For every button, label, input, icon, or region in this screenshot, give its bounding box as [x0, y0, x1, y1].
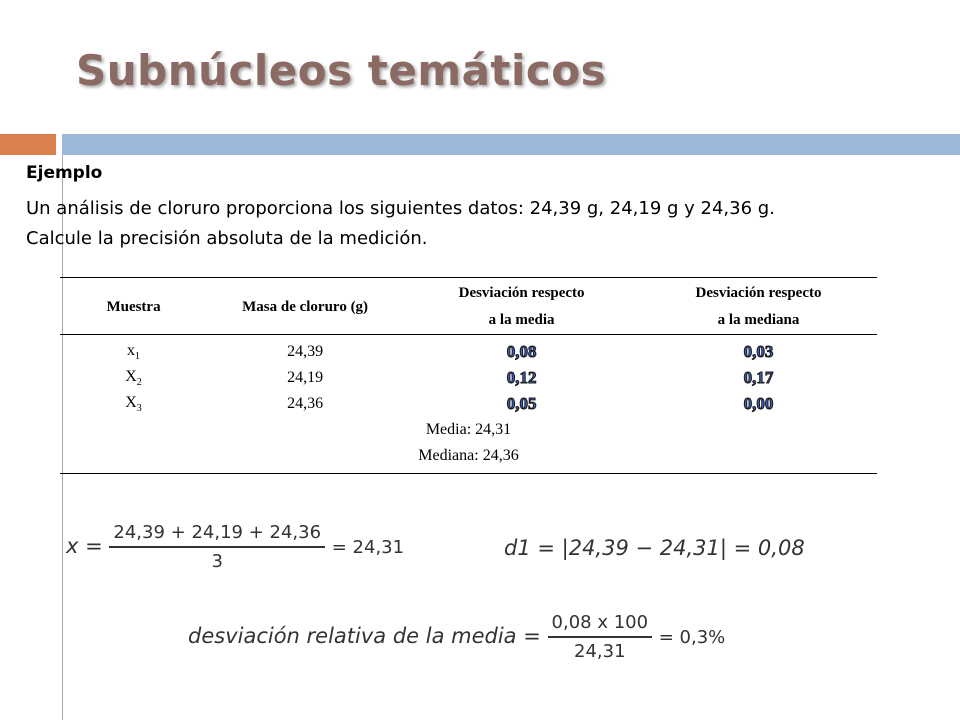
sample-index: 1: [135, 351, 141, 363]
header-dev-median-line1: Desviación respecto: [695, 285, 822, 301]
cell-dev-median: [640, 391, 877, 417]
header-dev-mean-line2: a la media: [488, 312, 555, 328]
dev-mean-value: 0,08: [506, 342, 537, 361]
example-statement: [26, 194, 951, 254]
mean-value: Media: 24,31: [425, 421, 512, 438]
dev-mean-value: 0,05: [506, 394, 537, 413]
header-mass: Masa de cloruro (g): [207, 278, 403, 335]
cell-mass: 24,39: [287, 343, 324, 360]
formula-mean-numerator: 24,39 + 24,19 + 24,36: [109, 522, 325, 548]
sample-index: 3: [136, 403, 142, 415]
slide-title: Subnúcleos temáticos: [76, 46, 607, 95]
formula-d1-text: d1 = |24,39 − 24,31| = 0,08: [504, 536, 805, 560]
formula-d1: [504, 536, 805, 560]
formula-mean: [66, 522, 404, 572]
cell-mass: 24,19: [287, 369, 324, 386]
formula-mean-denominator: 3: [211, 551, 223, 572]
formula-relative-denominator: 24,31: [574, 641, 626, 662]
cell-sample: [60, 365, 207, 391]
cell-sample: [60, 335, 207, 366]
example-heading: Ejemplo: [26, 163, 103, 183]
table-row-mean: [60, 417, 877, 443]
formula-mean-fraction: [109, 522, 325, 572]
formula-relative-lhs: desviación relativa de la media =: [188, 624, 541, 648]
formula-relative-result: = 0,3%: [658, 627, 726, 648]
dev-median-value: 0,03: [743, 342, 774, 361]
table-row: [60, 391, 877, 417]
header-dev-median-line2: a la mediana: [717, 312, 800, 328]
header-dev-median: [640, 278, 877, 335]
header-dev-mean-line1: Desviación respecto: [458, 285, 585, 301]
formula-relative-fraction: [548, 612, 653, 662]
table-row: [60, 335, 877, 366]
cell-dev-mean: [403, 365, 640, 391]
formula-mean-result: = 24,31: [331, 537, 405, 558]
cell-dev-mean: [403, 335, 640, 366]
cell-dev-median: [640, 335, 877, 366]
header-dev-mean: [403, 278, 640, 335]
formula-relative: [188, 612, 725, 662]
cell-dev-mean: [403, 391, 640, 417]
dev-mean-value: 0,12: [506, 368, 537, 387]
table-header-row: [60, 278, 877, 335]
header-sample: Muestra: [60, 278, 207, 335]
example-line-2: Calcule la precisión absoluta de la medición.: [26, 228, 428, 249]
sample-letter: X: [125, 367, 137, 385]
median-value: Mediana: 24,36: [60, 443, 877, 474]
sample-index: 2: [136, 377, 142, 389]
sample-letter: x: [127, 341, 136, 359]
data-table: [60, 277, 877, 474]
table-row: [60, 365, 877, 391]
sample-letter: X: [125, 393, 137, 411]
example-line-1: Un análisis de cloruro proporciona los siguientes datos: 24,39 g, 24,19 g y 24,36 g.: [26, 198, 775, 219]
accent-bar-orange: [0, 134, 56, 155]
cell-sample: [60, 391, 207, 417]
formula-relative-numerator: 0,08 x 100: [548, 612, 653, 638]
dev-median-value: 0,00: [743, 394, 774, 413]
table-row-median: [60, 443, 877, 474]
accent-bar-blue: [62, 134, 960, 155]
cell-dev-median: [640, 365, 877, 391]
formula-mean-lhs: x =: [66, 534, 103, 558]
cell-mass: 24,36: [287, 395, 324, 412]
dev-median-value: 0,17: [743, 368, 774, 387]
